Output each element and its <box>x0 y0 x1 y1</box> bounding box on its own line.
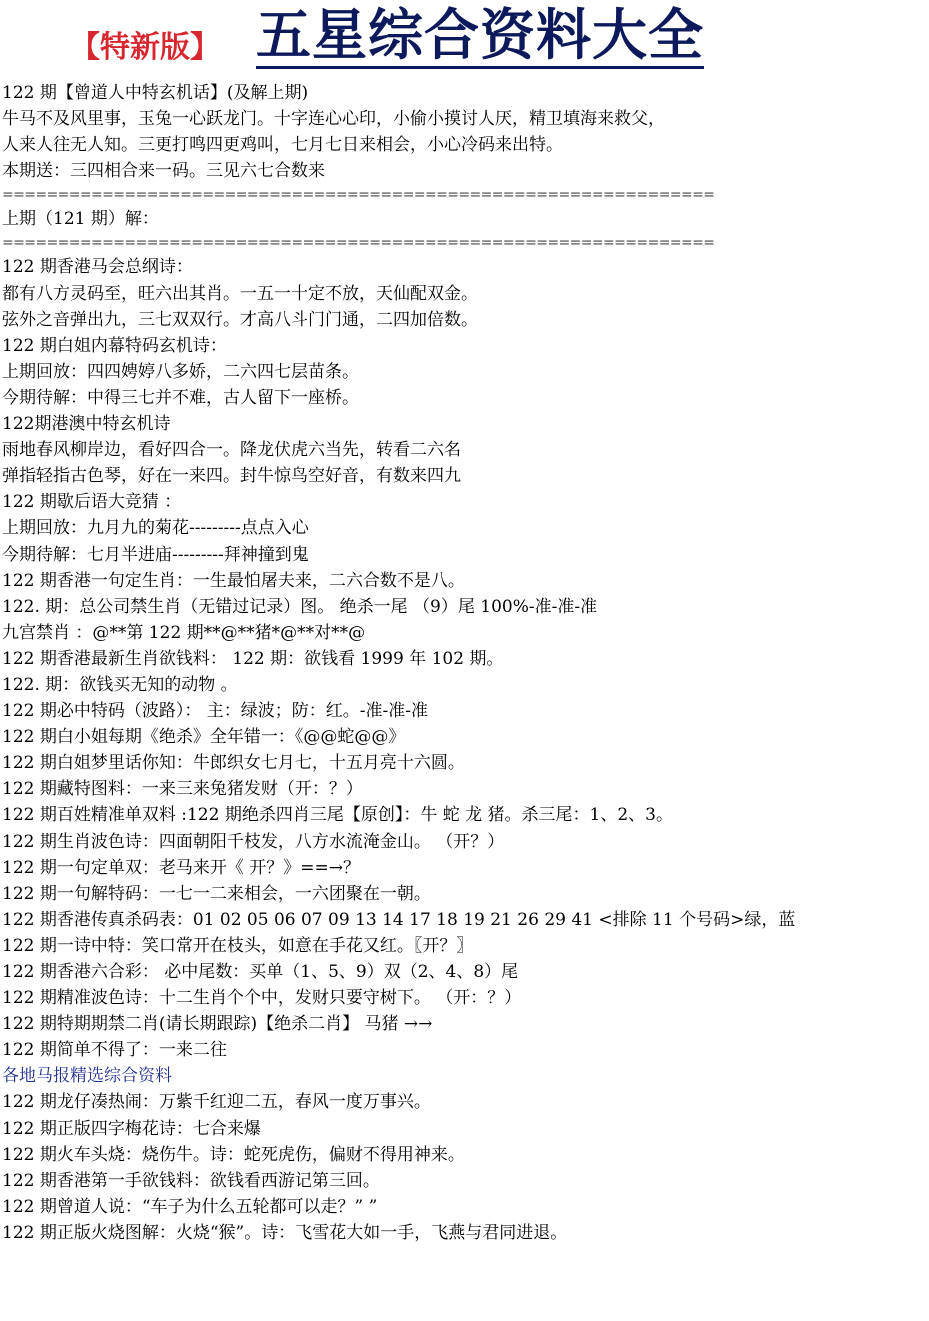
text-line: 122 期香港最新生肖欲钱料： 122 期：欲钱看 1999 年 102 期。 <box>2 648 504 669</box>
text-line: 122 期白姐内幕特码玄机诗： <box>2 335 227 356</box>
text-line: 都有八方灵码至，旺六出其肖。一五一十定不放，天仙配双金。 <box>2 283 478 304</box>
text-line: 122 期龙仔凑热闹：万紫千红迎二五，春风一度万事兴。 <box>2 1092 431 1113</box>
text-line: 122 期必中特码（波路）： 主：绿波；防：红。-准-准-准 <box>2 701 428 722</box>
text-line: 122 期一诗中特：笑口常开在枝头，如意在手花又红。〖开？〗 <box>2 935 474 956</box>
text-line: 上期（121 期）解： <box>2 209 159 230</box>
text-line: 今期待解：中得三七并不难，古人留下一座桥。 <box>2 387 359 408</box>
text-line: 122 期藏特图料：一来三来兔猪发财（开：？） <box>2 779 363 800</box>
text-line: 今期待解：七月半进庙---------拜神撞到鬼 <box>2 544 309 565</box>
text-line: 122 期香港马会总纲诗： <box>2 257 193 278</box>
text-line: 122 期精准波色诗：十二生肖个个中，发财只要守树下。 （开：？） <box>2 988 522 1009</box>
text-line: 122 期【曾道人中特玄机话】(及解上期) <box>2 83 309 103</box>
page-title: 五星综合资料大全 <box>256 2 705 67</box>
text-line: 122 期火车头烧：烧伤牛。诗：蛇死虎伤，偏财不得用神来。 <box>2 1144 465 1165</box>
section-heading: 各地马报精选综合资料 <box>2 1066 172 1087</box>
text-line: 122 期曾道人说：“车子为什么五轮都可以走？” ” <box>2 1196 378 1217</box>
text-line: 122 期香港一句定生肖：一生最怕屠夫来，二六合数不是八。 <box>2 570 465 591</box>
text-line: 122 期白小姐每期《绝杀》全年错一：《@@蛇@@》 <box>2 727 406 748</box>
text-line: 122 期香港第一手欲钱料：欲钱看西游记第三回。 <box>2 1170 380 1191</box>
text-line: 122 期香港六合彩： 必中尾数：买单（1、5、9）双（2、4、8）尾 <box>2 962 519 982</box>
text-line: 122 期一句定单双：老马来开《 开？》==→？ <box>2 857 360 878</box>
text-line: 弹指轻指古色琴，好在一来四。封牛惊鸟空好音，有数来四九 <box>2 466 461 487</box>
text-line: 牛马不及风里事，玉兔一心跃龙门。十字连心心印，小偷小摸讨人厌，精卫填海来救父， <box>2 109 665 130</box>
text-line: 122 期歇后语大竞猜 ： <box>2 492 182 513</box>
text-line: 122 期正版四字梅花诗：七合来爆 <box>2 1118 261 1139</box>
text-line: 122 期生肖波色诗：四面朝阳千枝发，八方水流淹金山。 （开？） <box>2 831 505 852</box>
text-line: 上期回放：九月九的菊花---------点点入心 <box>2 518 309 539</box>
text-line: 本期送：三四相合来一码。三见六七合数来 <box>2 161 325 182</box>
text-line: 122 期一句解特码：一七一二来相会，一六团聚在一朝。 <box>2 883 431 904</box>
edition-label: 【特新版】 <box>70 30 220 65</box>
text-line: 122期港澳中特玄机诗 <box>2 414 171 435</box>
text-line: 122 期简单不得了：一来二往 <box>2 1040 227 1061</box>
text-line: 雨地春风柳岸边，看好四合一。降龙伏虎六当先，转看二六名 <box>2 440 461 461</box>
text-line: 122 期正版火烧图解：火烧“猴”。诗：飞雪花大如一手，飞燕与君同进退。 <box>2 1222 568 1243</box>
document-body <box>2 80 927 1246</box>
text-line: 122 期白姐梦里话你知：牛郎织女七月七，十五月亮十六圆。 <box>2 753 465 774</box>
separator: ================================================================ <box>2 235 715 252</box>
text-line: 九宫禁肖 ：@**第 122 期**@**猪*@**对**@ <box>2 622 366 643</box>
text-line: 122 期特期期禁二肖(请长期跟踪)【绝杀二肖】 马猪 →→ <box>2 1014 433 1035</box>
header <box>0 0 929 82</box>
separator: ================================================================ <box>2 187 715 204</box>
text-line: 上期回放：四四娉婷八多娇，二六四七层苗条。 <box>2 361 359 382</box>
text-line: 122 期百姓精准单双料 :122 期绝杀四肖三尾【原创】：牛 蛇 龙 猪。杀三尾：1、2、3。 <box>2 805 673 826</box>
text-line: 122. 期：欲钱买无知的动物 。 <box>2 674 238 695</box>
text-line: 弦外之音弹出九，三七双双行。才高八斗门门通，二四加倍数。 <box>2 309 478 330</box>
text-line: 122 期香港传真杀码表：01 02 05 06 07 09 13 14 17 18 19 21 26 29 41 <排除 11 个号码>绿，蓝 <box>2 909 796 930</box>
text-line: 人来人往无人知。三更打鸣四更鸡叫，七月七日来相会，小心冷码来出特。 <box>2 135 563 156</box>
text-line: 122. 期：总公司禁生肖（无错过记录）图。 绝杀一尾 （9）尾 100%-准-准-准 <box>2 596 598 617</box>
